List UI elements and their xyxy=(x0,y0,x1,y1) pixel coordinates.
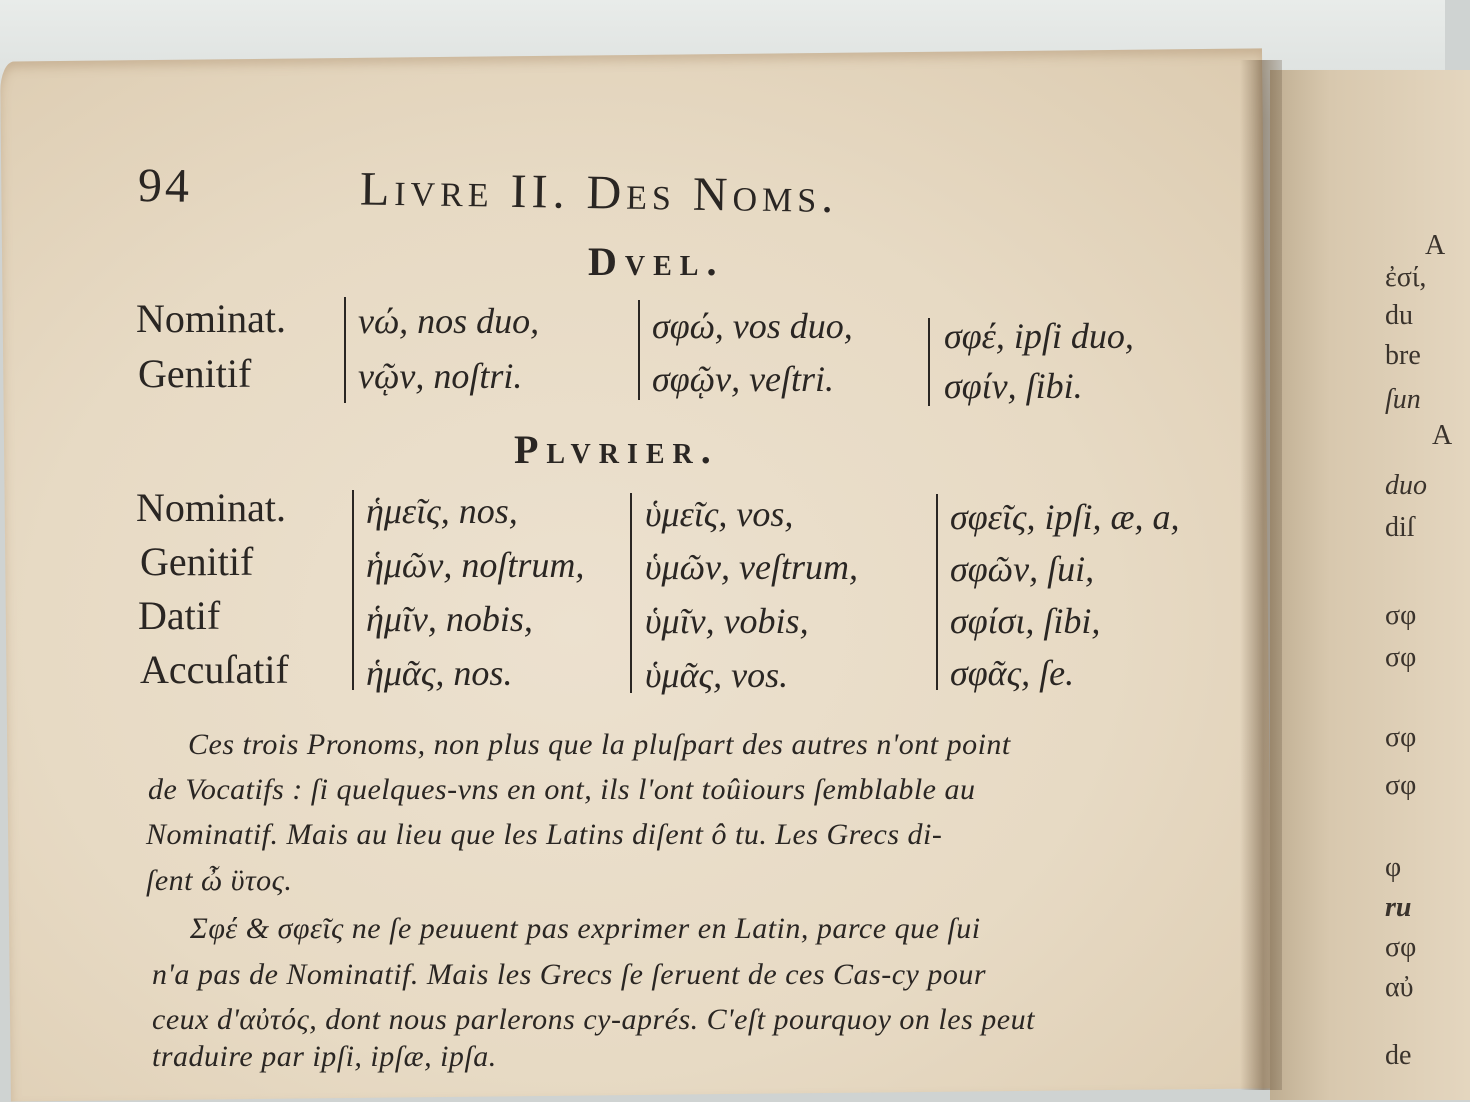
column-rule xyxy=(928,318,930,406)
facing-fragment: αὐ xyxy=(1385,972,1414,1003)
facing-fragment: du xyxy=(1385,300,1413,331)
facing-fragment: diſ xyxy=(1385,512,1415,543)
paragraph-line: Σφέ & σφεῖς ne ſe peuuent pas exprimer en Latin, parce que ſui xyxy=(190,912,981,945)
pluriel-cell: ὑμῖν, vobis, xyxy=(645,601,809,641)
duel-cell: νώ, nos duo, xyxy=(358,301,540,341)
pluriel-cell: σφῶν, ſui, xyxy=(950,549,1095,589)
column-rule xyxy=(344,297,346,403)
paragraph-line: ſent ὦ ϋτος. xyxy=(146,864,293,897)
pluriel-heading: Plvrier. xyxy=(514,427,719,472)
facing-fragment: ru xyxy=(1385,892,1412,923)
column-rule xyxy=(630,493,632,693)
facing-fragment: σφ xyxy=(1385,722,1417,753)
facing-fragment: σφ xyxy=(1385,932,1417,963)
book-gutter xyxy=(1240,60,1282,1090)
page-number: 94 xyxy=(137,159,193,213)
duel-cell: σφίν, ſibi. xyxy=(944,366,1083,406)
column-rule xyxy=(352,490,354,690)
duel-cell: σφῷν, veſtri. xyxy=(652,359,835,399)
paragraph-line: traduire par ipſi, ipſæ, ipſa. xyxy=(152,1040,497,1073)
facing-fragment: A xyxy=(1432,420,1453,451)
facing-fragment: σφ xyxy=(1385,600,1417,631)
paragraph-line: de Vocatifs : ſi quelques-vns en ont, ils l'ont toûiours ſemblable au xyxy=(148,773,976,806)
pluriel-cell: σφεῖς, ipſi, æ, a, xyxy=(950,497,1180,537)
pluriel-cell: ἡμᾶς, nos. xyxy=(366,653,513,693)
paragraph-line: ceux d'αὐτός, dont nous parlerons cy-aprés. C'eſt pourquoy on les peut xyxy=(152,1003,1035,1036)
duel-cell: νῷν, noſtri. xyxy=(358,356,523,396)
pluriel-cell: ἡμεῖς, nos, xyxy=(366,491,518,531)
pluriel-cell: σφᾶς, ſe. xyxy=(950,653,1075,693)
facing-fragment: bre xyxy=(1385,340,1421,371)
duel-row-label: Genitif xyxy=(138,351,252,396)
pluriel-row-label: Genitif xyxy=(140,539,254,584)
facing-fragment: ἐσί, xyxy=(1385,262,1427,293)
column-rule xyxy=(638,300,640,400)
facing-fragment: de xyxy=(1385,1040,1412,1071)
pluriel-cell: ἡμῖν, nobis, xyxy=(366,599,533,639)
pluriel-cell: ἡμῶν, noſtrum, xyxy=(366,545,585,585)
pluriel-row-label: Datif xyxy=(138,593,221,638)
pluriel-cell: ὑμῶν, veſtrum, xyxy=(645,547,858,587)
facing-fragment: A xyxy=(1425,230,1446,261)
running-head: Livre II. Des Noms. xyxy=(359,162,839,223)
paragraph-line: Nominatif. Mais au lieu que les Latins diſent ô tu. Les Grecs di- xyxy=(146,818,943,851)
facing-fragment: φ xyxy=(1385,852,1402,883)
facing-fragment: σφ xyxy=(1385,642,1417,673)
right-page xyxy=(1270,70,1470,1100)
paragraph-line: n'a pas de Nominatif. Mais les Grecs ſe ſeruent de ces Cas-cy pour xyxy=(152,958,987,991)
pluriel-row-label: Accuſatif xyxy=(140,647,289,692)
facing-fragment: σφ xyxy=(1385,770,1417,801)
pluriel-cell: ὑμᾶς, vos. xyxy=(645,655,789,695)
facing-fragment: duo xyxy=(1385,470,1427,501)
column-rule xyxy=(936,494,938,690)
facing-fragment: ſun xyxy=(1385,384,1421,415)
pluriel-row-label: Nominat. xyxy=(136,485,286,530)
pluriel-cell: ὑμεῖς, vos, xyxy=(645,494,794,534)
duel-row-label: Nominat. xyxy=(136,296,286,341)
duel-heading: Dvel. xyxy=(588,239,725,284)
duel-cell: σφέ, ipſi duo, xyxy=(944,316,1134,356)
duel-cell: σφώ, vos duo, xyxy=(652,306,853,346)
pluriel-cell: σφίσι, ſibi, xyxy=(950,601,1101,641)
paragraph-line: Ces trois Pronoms, non plus que la pluſpart des autres n'ont point xyxy=(188,728,1011,761)
